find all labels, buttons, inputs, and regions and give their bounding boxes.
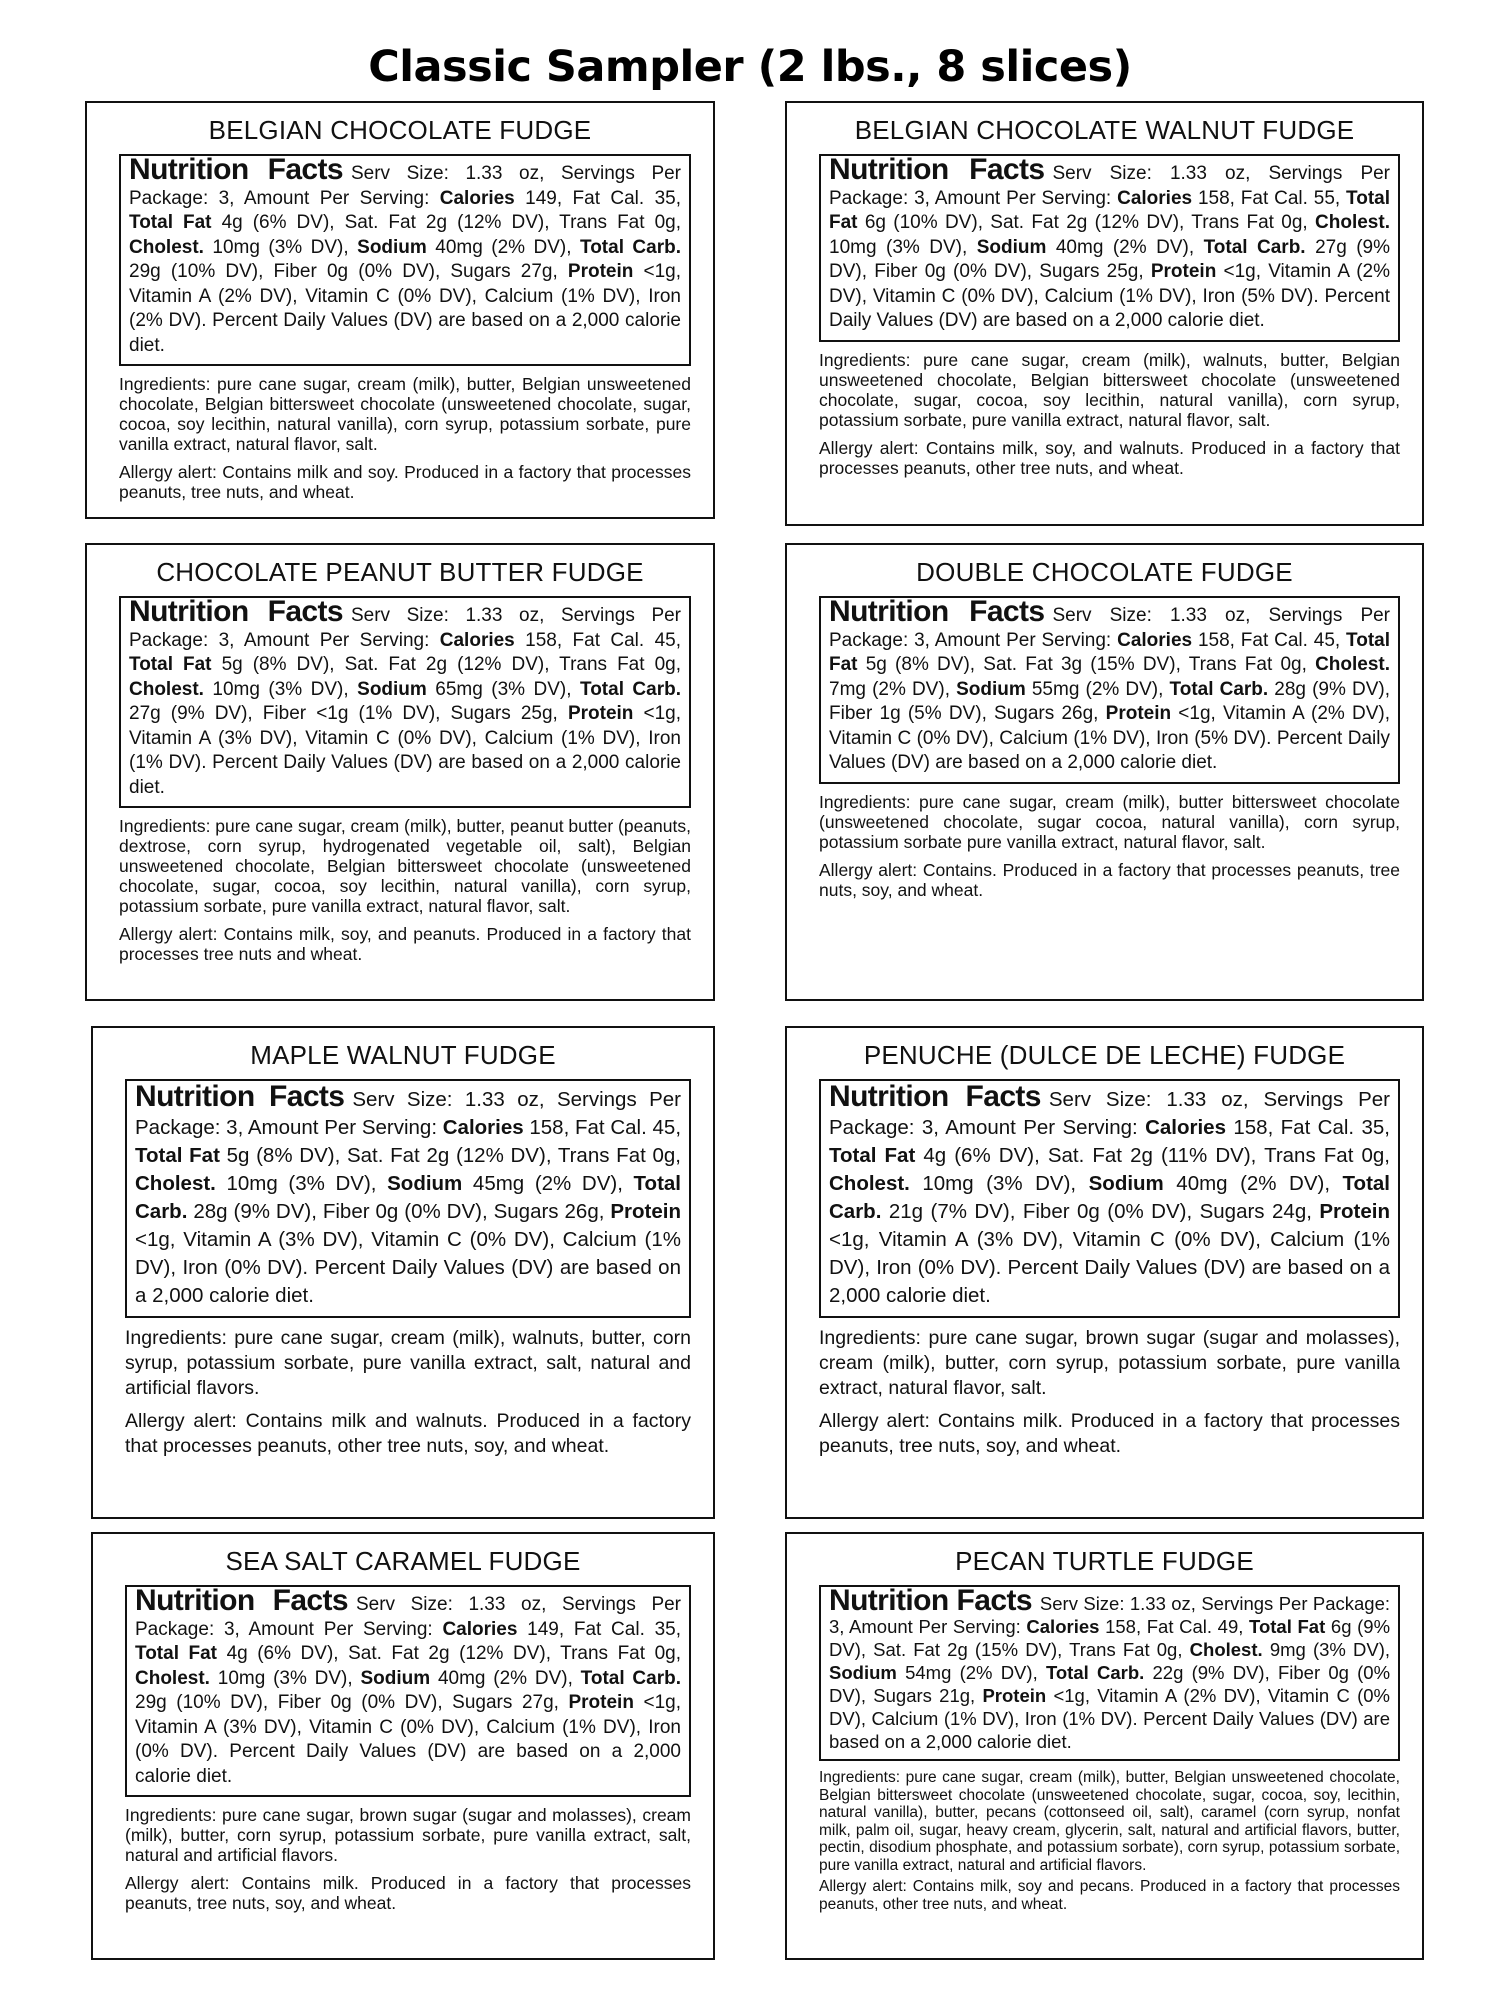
sat-fat-value: 3g (15% DV) [1060,654,1176,675]
dv-footnote: Percent Daily Values (DV) are based on a 2,000 calorie diet. [829,1708,1390,1752]
vitamin-c-value: (0% DV) [1174,1228,1256,1251]
total-carb-value: 27g (9% DV) [129,703,248,724]
serving-info: Serv Size: 1.33 oz, Servings Per Package: 3, Amount Per Serving: [829,605,1391,651]
sodium-value: 40mg (2% DV) [437,1667,568,1689]
total-fat-value: 5g (8% DV) [221,654,330,675]
serving-info: Serv Size: 1.33 oz, Servings Per Package: 3, Amount Per Serving: [129,163,682,209]
protein-value: <1g [1178,703,1211,724]
fudge-title: PENUCHE (DULCE DE LECHE) FUDGE [863,1040,1346,1070]
calories-value: 158 [529,1116,564,1139]
fiber-value: 0g (0% DV) [829,1662,1391,1706]
fat-calories-value: 35 [1361,1116,1385,1139]
dv-footnote: Percent Daily Values (DV) are based on a 2,000 calorie diet. [829,727,1391,773]
sat-fat-value: 2g (12% DV) [1066,212,1180,233]
vitamin-c-value: (0% DV) [400,1716,474,1738]
nutrition-facts-heading: Nutrition Facts [135,1080,345,1113]
fudge-title: BELGIAN CHOCOLATE FUDGE [208,115,592,145]
fudge-title: PECAN TURTLE FUDGE [955,1546,1254,1576]
sodium-value: 54mg (2% DV) [905,1662,1033,1683]
fiber-value: 0g (0% DV) [326,261,435,282]
ingredients-text: Ingredients: pure cane sugar, brown sugar (sugar and molasses), cream (milk), butter, corn syrup, potassium sorbate, pure vanilla extract, natural flavor, salt. [819,1327,1400,1399]
vitamin-a-value: (2% DV) [218,285,293,307]
calcium-value: (1% DV) [1073,727,1146,749]
iron-value: (1% DV) [1062,1708,1133,1729]
calories-value: 158 [1233,1116,1268,1139]
vitamin-c-value: (0% DV) [829,1685,1390,1729]
nutrition-facts-heading: Nutrition Facts [829,153,1045,186]
fudge-title: SEA SALT CARAMEL FUDGE [225,1546,581,1576]
sodium-value: 40mg (2% DV) [435,236,567,258]
vitamin-c-value: (0% DV) [469,1228,550,1251]
total-carb-value: 22g (9% DV) [1152,1662,1265,1683]
vitamin-c-value: (0% DV) [916,727,989,749]
sugars-value: 25g [1106,261,1139,282]
fudge-label-card [785,1026,1424,1519]
allergy-alert-text: Allergy alert: Contains milk and soy. Produced in a factory that processes peanuts, tree nuts, and wheat. [119,462,691,502]
vitamin-a-value: (2% DV) [1311,703,1385,724]
sugars-value: 27g [520,261,553,282]
vitamin-c-value: (0% DV) [397,285,472,307]
page-title: Classic Sampler (2 lbs., 8 slices) [368,42,1132,92]
trans-fat-value: 0g [1280,654,1302,675]
fat-calories-value: 45 [652,1116,676,1139]
fudge-label-card [85,543,715,1001]
total-carb-value: 28g (9% DV) [193,1200,312,1223]
iron-value: (0% DV) [135,1741,213,1762]
protein-value: <1g [1223,261,1256,282]
protein-value: <1g [1053,1685,1085,1706]
dv-footnote: Percent Daily Values (DV) are based on a 2,000 calorie diet. [135,1256,681,1307]
nutrition-facts-panel: Nutrition Facts Serv Size: 1.33 oz, Servings Per Package: 3, Amount Per Serving: Calories 158, Fat Cal. 45, Total Fat 5g (8% DV), Sat. Fat 2g (12% DV), Trans Fat 0g, Cholest. 10mg (3% DV), Sodium 45mg (2% DV), Total Carb. 28g (9% DV), Fiber 0g (0% DV), Sugars 26g, Protein <1g, Vitamin A (3% DV), Vitamin C (0% DV), Calcium (1% DV), Iron (0% DV). Percent Daily Values (DV) are based on a 2,000 calorie diet. [125,1079,691,1318]
allergy-alert-text: Allergy alert: Contains milk, soy and pecans. Produced in a factory that processes peanuts, other tree nuts, and wheat. [819,1878,1400,1913]
fiber-value: 1g (5% DV) [879,703,982,724]
fudge-title: MAPLE WALNUT FUDGE [250,1040,556,1070]
allergy-alert-text: Allergy alert: Contains milk. Produced in a factory that processes peanuts, tree nuts, soy, and wheat. [125,1873,691,1913]
fat-calories-value: 35 [654,187,676,209]
nutrition-facts-heading: Nutrition Facts [129,595,343,628]
sodium-value: 65mg (3% DV) [435,678,567,700]
cholesterol-value: 10mg (3% DV) [829,236,962,258]
nutrition-facts-heading: Nutrition Facts [829,1584,1032,1617]
trans-fat-value: 0g [654,212,676,233]
fudge-label-card [785,543,1424,1001]
iron-value: (2% DV) [129,310,202,331]
ingredients-text: Ingredients: pure cane sugar, cream (milk), walnuts, butter, corn syrup, potassium sorbate, pure vanilla extract, salt, natural and artificial flavors. [125,1327,691,1399]
ingredients-text: Ingredients: pure cane sugar, cream (milk), butter, peanut butter (peanuts, dextrose, corn syrup, hydrogenated vegetable oil, salt), Belgian unsweetened chocolate, Belgian bittersweet chocolate (unsweetened chocolate, sugar, cocoa, soy lecithin, natural vanilla), corn syrup, potassium sorbate, pure vanilla extract, natural flavor, salt. [119,816,691,916]
iron-value: (0% DV) [917,1256,996,1279]
calcium-value: (1% DV) [829,1228,1390,1279]
sat-fat-value: 2g (12% DV) [428,1643,546,1664]
vitamin-a-value: (3% DV) [278,1228,358,1251]
total-fat-value: 5g (8% DV) [865,654,970,675]
nutrition-facts-panel: Nutrition Facts Serv Size: 1.33 oz, Servings Per Package: 3, Amount Per Serving: Calories 158, Fat Cal. 55, Total Fat 6g (10% DV), Sat. Fat 2g (12% DV), Trans Fat 0g, Cholest. 10mg (3% DV), Sodium 40mg (2% DV), Total Carb. 27g (9% DV), Fiber 0g (0% DV), Sugars 25g, Protein <1g, Vitamin A (2% DV), Vitamin C (0% DV), Calcium (1% DV), Iron (5% DV). Percent Daily Values (DV) are based on a 2,000 calorie diet. [819,154,1400,342]
serving-info: Serv Size: 1.33 oz, Servings Per Package: 3, Amount Per Serving: [135,1594,682,1640]
calories-value: 158 [1197,187,1230,209]
dv-footnote: Percent Daily Values (DV) are based on a 2,000 calorie diet. [829,1256,1390,1307]
nutrition-facts-panel: Nutrition Facts Serv Size: 1.33 oz, Servings Per Package: 3, Amount Per Serving: Calories 149, Fat Cal. 35, Total Fat 4g (6% DV), Sat. Fat 2g (12% DV), Trans Fat 0g, Cholest. 10mg (3% DV), Sodium 40mg (2% DV), Total Carb. 29g (10% DV), Fiber 0g (0% DV), Sugars 27g, Protein <1g, Vitamin A (2% DV), Vitamin C (0% DV), Calcium (1% DV), Iron (2% DV). Percent Daily Values (DV) are based on a 2,000 calorie diet. [119,154,691,366]
fudge-label-card [91,1026,715,1519]
trans-fat-value: 0g [654,1643,676,1664]
calories-value: 149 [527,1618,559,1640]
cholesterol-value: 10mg (3% DV) [212,678,344,700]
sat-fat-value: 2g (11% DV) [1130,1144,1251,1167]
trans-fat-value: 0g [652,1144,676,1167]
total-fat-value: 6g (10% DV) [864,212,978,233]
ingredients-text: Ingredients: pure cane sugar, cream (milk), butter, Belgian unsweetened chocolate, Belgian bittersweet chocolate (unsweetened chocolate, sugar, cocoa, soy, lecithin, natural vanilla), butter, pecans (cottonseed oil, salt), caramel (corn syrup, nonfat milk, palm oil, sugar, heavy cream, glycerin, salt, natural and artificial flavors, butter, pectin, disodium phosphate, and potassium sorbate), corn syrup, potassium sorbate, pure vanilla extract, natural and artificial flavors. [819,1769,1400,1874]
sat-fat-value: 2g (12% DV) [425,654,545,675]
cholesterol-value: 9mg (3% DV) [1269,1639,1385,1660]
serving-info: Serv Size: 1.33 oz, Servings Per Package: 3, Amount Per Serving: [829,1088,1390,1139]
vitamin-a-value: (3% DV) [976,1228,1058,1251]
nutrition-facts-panel: Nutrition Facts Serv Size: 1.33 oz, Servings Per Package: 3, Amount Per Serving: Calories 149, Fat Cal. 35, Total Fat 4g (6% DV), Sat. Fat 2g (12% DV), Trans Fat 0g, Cholest. 10mg (3% DV), Sodium 40mg (2% DV), Total Carb. 29g (10% DV), Fiber 0g (0% DV), Sugars 27g, Protein <1g, Vitamin A (3% DV), Vitamin C (0% DV), Calcium (1% DV), Iron (0% DV). Percent Daily Values (DV) are based on a 2,000 calorie diet. [125,1585,691,1797]
nutrition-facts-panel: Nutrition Facts Serv Size: 1.33 oz, Servings Per Package: 3, Amount Per Serving: Calories 158, Fat Cal. 45, Total Fat 5g (8% DV), Sat. Fat 3g (15% DV), Trans Fat 0g, Cholest. 7mg (2% DV), Sodium 55mg (2% DV), Total Carb. 28g (9% DV), Fiber 1g (5% DV), Sugars 26g, Protein <1g, Vitamin A (2% DV), Vitamin C (0% DV), Calcium (1% DV), Iron (5% DV). Percent Daily Values (DV) are based on a 2,000 calorie diet. [819,596,1400,784]
total-carb-value: 29g (10% DV) [129,261,259,282]
fat-calories-value: 35 [654,1618,676,1640]
iron-value: (0% DV) [224,1256,303,1279]
sat-fat-value: 2g (15% DV) [947,1639,1058,1660]
allergy-alert-text: Allergy alert: Contains milk, soy, and walnuts. Produced in a factory that processes peanuts, other tree nuts, and wheat. [819,437,1400,478]
total-fat-value: 4g (6% DV) [923,1144,1035,1167]
nutrition-facts-panel: Nutrition Facts Serv Size: 1.33 oz, Servings Per Package: 3, Amount Per Serving: Calories 158, Fat Cal. 49, Total Fat 6g (9% DV), Sat. Fat 2g (15% DV), Trans Fat 0g, Cholest. 9mg (3% DV), Sodium 54mg (2% DV), Total Carb. 22g (9% DV), Fiber 0g (0% DV), Sugars 21g, Protein <1g, Vitamin A (2% DV), Vitamin C (0% DV), Calcium (1% DV), Iron (1% DV). Percent Daily Values (DV) are based on a 2,000 calorie diet. [819,1585,1400,1761]
total-fat-value: 4g (6% DV) [226,1643,334,1664]
calcium-value: (1% DV) [562,1716,636,1738]
allergy-alert-text: Allergy alert: Contains. Produced in a factory that processes peanuts, tree nuts, soy, and wheat. [819,859,1400,900]
dv-footnote: Percent Daily Values (DV) are based on a 2,000 calorie diet. [129,752,682,798]
dv-footnote: Percent Daily Values (DV) are based on a 2,000 calorie diet. [135,1741,682,1787]
vitamin-c-value: (0% DV) [961,285,1034,307]
calories-value: 158 [1105,1616,1136,1637]
total-fat-value: 4g (6% DV) [221,212,330,233]
cholesterol-value: 10mg (3% DV) [212,236,344,258]
nutrition-facts-panel: Nutrition Facts Serv Size: 1.33 oz, Servings Per Package: 3, Amount Per Serving: Calories 158, Fat Cal. 45, Total Fat 5g (8% DV), Sat. Fat 2g (12% DV), Trans Fat 0g, Cholest. 10mg (3% DV), Sodium 65mg (3% DV), Total Carb. 27g (9% DV), Fiber <1g (1% DV), Sugars 25g, Protein <1g, Vitamin A (3% DV), Vitamin C (0% DV), Calcium (1% DV), Iron (1% DV). Percent Daily Values (DV) are based on a 2,000 calorie diet. [119,596,691,808]
fiber-value: 0g (0% DV) [1077,1200,1187,1223]
calcium-value: (1% DV) [135,1228,681,1279]
fiber-value: 0g (0% DV) [375,1200,482,1223]
serving-info: Serv Size: 1.33 oz, Servings Per Package: 3, Amount Per Serving: [135,1088,681,1139]
fudge-label-card [785,101,1424,526]
nutrition-facts-panel: Nutrition Facts Serv Size: 1.33 oz, Servings Per Package: 3, Amount Per Serving: Calories 158, Fat Cal. 35, Total Fat 4g (6% DV), Sat. Fat 2g (11% DV), Trans Fat 0g, Cholest. 10mg (3% DV), Sodium 40mg (2% DV), Total Carb. 21g (7% DV), Fiber 0g (0% DV), Sugars 24g, Protein <1g, Vitamin A (3% DV), Vitamin C (0% DV), Calcium (1% DV), Iron (0% DV). Percent Daily Values (DV) are based on a 2,000 calorie diet. [819,1079,1400,1318]
calcium-value: (1% DV) [561,285,636,307]
cholesterol-value: 10mg (3% DV) [922,1172,1071,1195]
sugars-value: 26g [1061,703,1094,724]
protein-value: <1g [829,1228,864,1251]
fat-calories-value: 49 [1217,1616,1239,1637]
fudge-title: DOUBLE CHOCOLATE FUDGE [916,557,1293,587]
sugars-value: 26g [564,1200,599,1223]
vitamin-a-value: (3% DV) [218,727,293,749]
fudge-label-card [91,1532,715,1960]
calcium-value: (1% DV) [561,727,636,749]
sodium-value: 40mg (2% DV) [1176,1172,1325,1195]
total-carb-value: 21g (7% DV) [888,1200,1010,1223]
fudge-title: BELGIAN CHOCOLATE WALNUT FUDGE [854,115,1355,145]
sodium-value: 40mg (2% DV) [1055,236,1189,258]
calcium-value: (1% DV) [1119,285,1192,307]
vitamin-a-value: (3% DV) [222,1716,297,1738]
calories-value: 158 [1197,629,1230,651]
allergy-alert-text: Allergy alert: Contains milk, soy, and peanuts. Produced in a factory that processes tree nuts and wheat. [119,924,691,964]
fudge-label-card [85,101,715,519]
sugars-value: 21g [939,1685,971,1706]
calories-value: 149 [525,187,557,209]
sodium-value: 45mg (2% DV) [472,1172,618,1195]
trans-fat-value: 0g [1281,212,1303,233]
protein-value: <1g [643,261,676,282]
total-fat-value: 6g (9% DV) [829,1616,1391,1660]
nutrition-facts-heading: Nutrition Facts [129,153,343,186]
fat-calories-value: 55 [1313,187,1335,209]
serving-info: Serv Size: 1.33 oz, Servings Per Package: 3, Amount Per Serving: [129,605,682,651]
fat-calories-value: 45 [654,629,676,651]
sat-fat-value: 2g (12% DV) [425,212,545,233]
allergy-alert-text: Allergy alert: Contains milk and walnuts. Produced in a factory that processes peanuts, other tree nuts, soy, and wheat. [125,1410,691,1457]
protein-value: <1g [135,1228,170,1251]
allergy-alert-text: Allergy alert: Contains milk. Produced in a factory that processes peanuts, tree nuts, soy, and wheat. [819,1410,1400,1457]
cholesterol-value: 7mg (2% DV) [829,678,945,700]
nutrition-facts-heading: Nutrition Facts [829,595,1045,628]
trans-fat-value: 0g [654,654,676,675]
total-carb-value: 29g (10% DV) [135,1692,263,1713]
iron-value: (5% DV) [1194,727,1267,749]
fat-calories-value: 45 [1313,629,1335,651]
ingredients-text: Ingredients: pure cane sugar, cream (milk), butter, Belgian unsweetened chocolate, Belgian bittersweet chocolate (unsweetened chocolate, sugar, cocoa, soy lecithin, natural vanilla), corn syrup, potassium sorbate, pure vanilla extract, natural flavor, salt. [119,374,691,454]
fudge-title: CHOCOLATE PEANUT BUTTER FUDGE [156,557,644,587]
dv-footnote: Percent Daily Values (DV) are based on a 2,000 calorie diet. [829,285,1390,331]
total-carb-value: 28g (9% DV) [1274,678,1385,700]
calories-value: 158 [525,629,557,651]
iron-value: (1% DV) [129,752,202,773]
cholesterol-value: 10mg (3% DV) [226,1172,371,1195]
fiber-value: <1g (1% DV) [316,703,436,724]
vitamin-a-value: (2% DV) [1183,1685,1256,1706]
fudge-label-card [785,1532,1424,1960]
dv-footnote: Percent Daily Values (DV) are based on a 2,000 calorie diet. [129,310,682,356]
fiber-value: 0g (0% DV) [330,1692,438,1713]
vitamin-c-value: (0% DV) [397,727,472,749]
protein-value: <1g [643,703,676,724]
sugars-value: 24g [1272,1200,1307,1223]
iron-value: (5% DV) [1241,285,1314,307]
trans-fat-value: 0g [1156,1639,1178,1660]
serving-info: Serv Size: 1.33 oz, Servings Per Package: 3, Amount Per Serving: [829,163,1391,209]
sugars-value: 25g [520,703,553,724]
trans-fat-value: 0g [1361,1144,1385,1167]
total-carb-value: 27g (9% DV) [829,236,1391,282]
sugars-value: 27g [521,1692,554,1713]
serving-info: Serv Size: 1.33 oz, Servings Per Package: 3, Amount Per Serving: [829,1593,1390,1637]
cholesterol-value: 10mg (3% DV) [217,1667,348,1689]
ingredients-text: Ingredients: pure cane sugar, brown sugar (sugar and molasses), cream (milk), butter, corn syrup, potassium sorbate, pure vanilla extract, salt, natural and artificial flavors. [125,1805,691,1865]
sat-fat-value: 2g (12% DV) [426,1144,546,1167]
protein-value: <1g [643,1692,676,1713]
sodium-value: 55mg (2% DV) [1031,678,1159,700]
calcium-value: (1% DV) [943,1708,1015,1729]
nutrition-facts-heading: Nutrition Facts [829,1080,1041,1113]
nutrition-facts-heading: Nutrition Facts [135,1584,348,1617]
total-fat-value: 5g (8% DV) [226,1144,335,1167]
fiber-value: 0g (0% DV) [924,261,1027,282]
ingredients-text: Ingredients: pure cane sugar, cream (milk), butter bittersweet chocolate (unsweetened chocolate, sugar cocoa, natural vanilla), corn syrup, potassium sorbate pure vanilla extract, natural flavor, salt. [819,791,1400,852]
ingredients-text: Ingredients: pure cane sugar, cream (milk), walnuts, butter, Belgian unsweetened chocolate, Belgian bittersweet chocolate (unsweetened chocolate, sugar, cocoa, soy lecithin, natural vanilla), corn syrup, potassium sorbate, pure vanilla extract, natural flavor, salt. [819,349,1400,430]
vitamin-a-value: (2% DV) [829,261,1391,307]
